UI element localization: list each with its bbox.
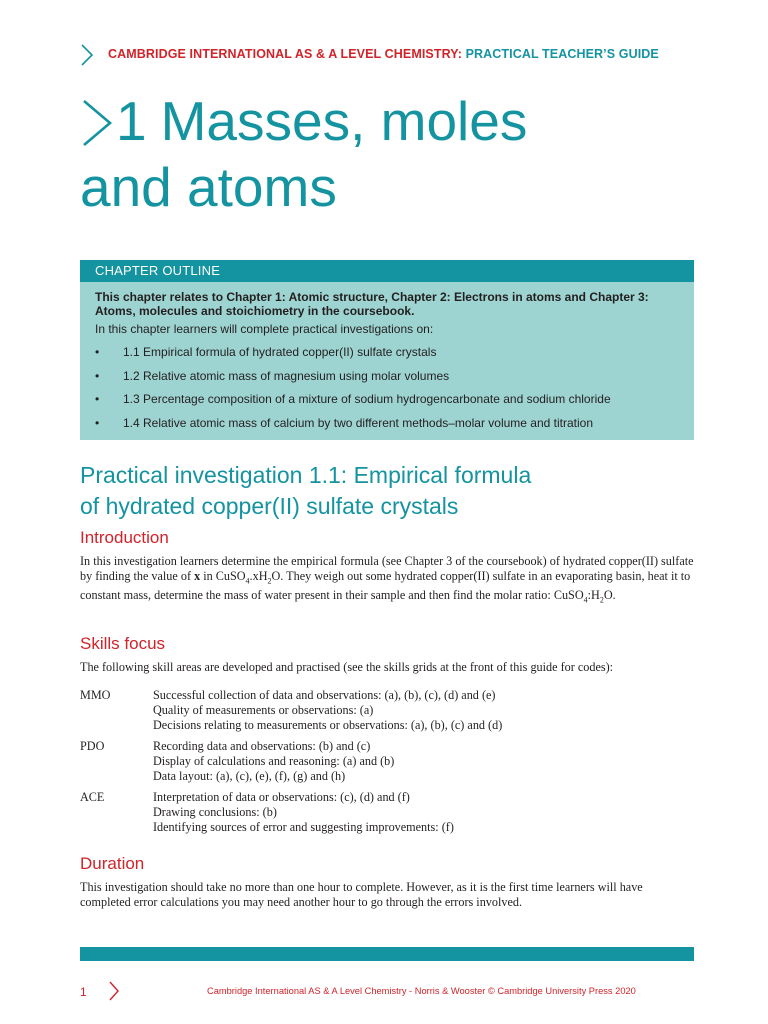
duration-heading: Duration (80, 854, 145, 873)
chapter-outline-label: CHAPTER OUTLINE (95, 263, 221, 278)
footer-bar (80, 947, 694, 961)
skill-code-pdo: PDO (80, 739, 105, 753)
chapter-title-line1: Masses, moles (160, 90, 528, 152)
chapter-title (80, 88, 700, 220)
page-number: 1 (80, 985, 87, 999)
duration-text: This investigation should take no more than one hour to complete. However, as it is the first time learners will have completed error calculations you may need another hour to go through the errors involved. (80, 880, 643, 909)
outline-item: • 1.1 Empirical formula of hydrated copper(II) sulfate crystals (95, 345, 437, 359)
outline-item: • 1.2 Relative atomic mass of magnesium using molar volumes (95, 369, 450, 383)
introduction-text: In this investigation learners determine the empirical formula (see Chapter 3 of the coursebook) of hydrated copper(II) sulfate by finding the value of x in $CuSO_4.xH_2O$. They weigh out some hydrated copper(II) sulfate in an evaporating basin, heat it to constant mass, determine the mass of water present in their sample and then find the molar ratio: $CuSO_4:H_2O$. (80, 554, 694, 605)
outline-intro: In this chapter learners will complete practical investigations on: (95, 322, 434, 336)
skills-heading: Skills focus (80, 634, 166, 653)
chapter-outline-box (80, 282, 694, 440)
skill-lines-mmo: Successful collection of data and observations: (a), (b), (c), (d) and (e) Quality of measurements or observations: (a) Decisions relating to measurements or observations: (a), (b), (c) and (d) (153, 688, 503, 732)
outline-lead: This chapter relates to Chapter 1: Atomic structure, Chapter 2: Electrons in atoms and Chapter 3: Atoms, molecules and stoichiometry in the coursebook. (95, 290, 649, 318)
skill-code-mmo: MMO (80, 688, 111, 702)
chevron-right-icon (108, 981, 120, 1001)
investigation-title: Practical investigation 1.1: Empirical formula of hydrated copper(II) sulfate crystals (80, 462, 532, 519)
book-title: CAMBRIDGE INTERNATIONAL AS & A LEVEL CHEMISTRY: (108, 47, 463, 61)
skill-code-ace: ACE (80, 790, 105, 804)
introduction-heading: Introduction (80, 528, 169, 547)
chapter-title-line2: and atoms (80, 156, 337, 218)
chevron-right-icon (80, 44, 94, 66)
outline-item: • 1.4 Relative atomic mass of calcium by two different methods–molar volume and titration (95, 416, 593, 430)
guide-title: PRACTICAL TEACHER’S GUIDE (465, 47, 659, 61)
chapter-number: 1 (116, 90, 147, 152)
running-header (108, 47, 659, 61)
outline-item: • 1.3 Percentage composition of a mixture of sodium hydrogencarbonate and sodium chloride (95, 392, 611, 406)
footer-credit: Cambridge International AS & A Level Chemistry - Norris & Wooster © Cambridge University Press 2020 (207, 986, 636, 996)
skill-lines-pdo: Recording data and observations: (b) and (c) Display of calculations and reasoning: (a) and (b) Data layout: (a), (c), (e), (f), (g) and (h) (153, 739, 395, 783)
skills-intro: The following skill areas are developed and practised (see the skills grids at the front of this guide for codes): (80, 660, 614, 674)
skill-lines-ace: Interpretation of data or observations: (c), (d) and (f) Drawing conclusions: (b) Identifying sources of error and suggesting improvements: (f) (153, 790, 454, 834)
chapter-outline-header (80, 260, 694, 282)
